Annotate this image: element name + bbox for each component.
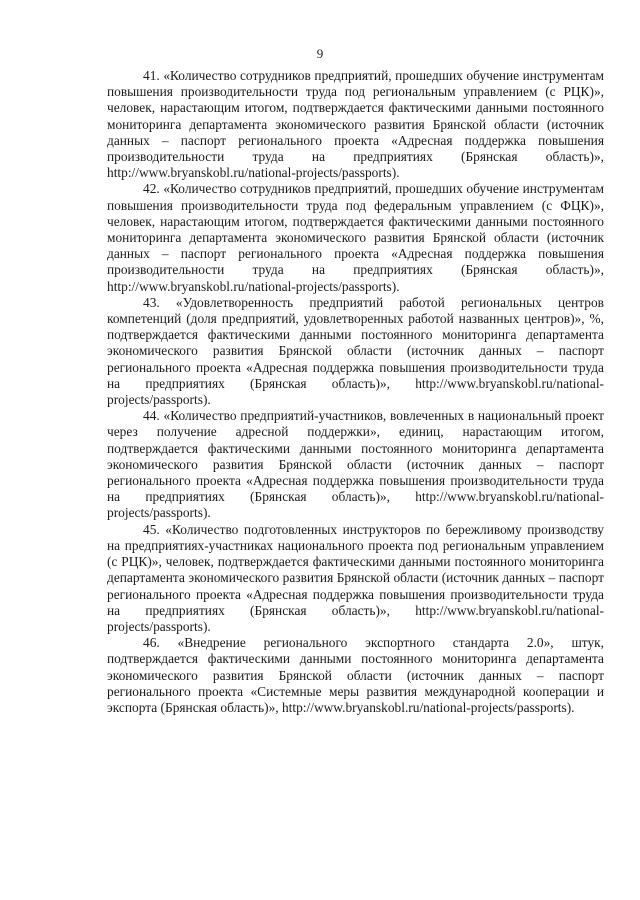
paragraph-41: 41. «Количество сотрудников предприятий, прошедших обучение инструментам повышения производительности труда под региональным управлением (с РЦК)», человек, нарастающим итогом, подтверждается фактическими данными постоянного мониторинга департамента экономического развития Брянской области (источник данных – паспорт регионального проекта «Адресная поддержка повышения производительности труда на предприятиях (Брянская область)», http://www.bryanskobl.ru/national-projects/passports). xyxy=(107,68,604,181)
page-number: 9 xyxy=(316,46,324,61)
paragraph-43: 43. «Удовлетворенность предприятий работой региональных центров компетенций (доля предприятий, удовлетворенных работой названных центров)», %, подтверждается фактическими данными постоянного мониторинга департамента экономического развития Брянской области (источник данных – паспорт регионального проекта «Адресная поддержка повышения производительности труда на предприятиях (Брянская область)», http://www.bryanskobl.ru/national-projects/passports). xyxy=(107,294,604,408)
paragraph-44: 44. «Количество предприятий-участников, вовлеченных в национальный проект через получение адресной поддержки», единиц, нарастающим итогом, подтверждается фактическими данными постоянного мониторинга департамента экономического развития Брянской области (источник данных – паспорт регионального проекта «Адресная поддержка повышения производительности труда на предприятиях (Брянская область)», http://www.bryanskobl.ru/national-projects/passports). xyxy=(107,408,604,521)
paragraph-45: 45. «Количество подготовленных инструкторов по бережливому производству на предприятиях-участниках национального проекта под региональным управлением (с РЦК)», человек, подтверждается фактическими данными постоянного мониторинга департамента экономического развития Брянской области (источник данных – паспорт регионального проекта «Адресная поддержка повышения производительности труда на предприятиях (Брянская область)», http://www.bryanskobl.ru/national-projects/passports). xyxy=(107,521,604,634)
paragraph-46: 46. «Внедрение регионального экспортного стандарта 2.0», штук, подтверждается фактическими данными постоянного мониторинга департамента экономического развития Брянской области (источник данных – паспорт регионального проекта «Системные меры развития международной кооперации и экспорта (Брянская область)», http://www.bryanskobl.ru/national-projects/passports). xyxy=(107,635,604,715)
paragraph-42: 42. «Количество сотрудников предприятий, прошедших обучение инструментам повышения производительности труда под федеральным управлением (с ФЦК)», человек, нарастающим итогом, подтверждается фактическими данными постоянного мониторинга департамента экономического развития Брянской области (источник данных – паспорт регионального проекта «Адресная поддержка повышения производительности труда на предприятиях (Брянская область)», http://www.bryanskobl.ru/national-projects/passports). xyxy=(107,181,604,294)
document-body xyxy=(107,68,604,716)
